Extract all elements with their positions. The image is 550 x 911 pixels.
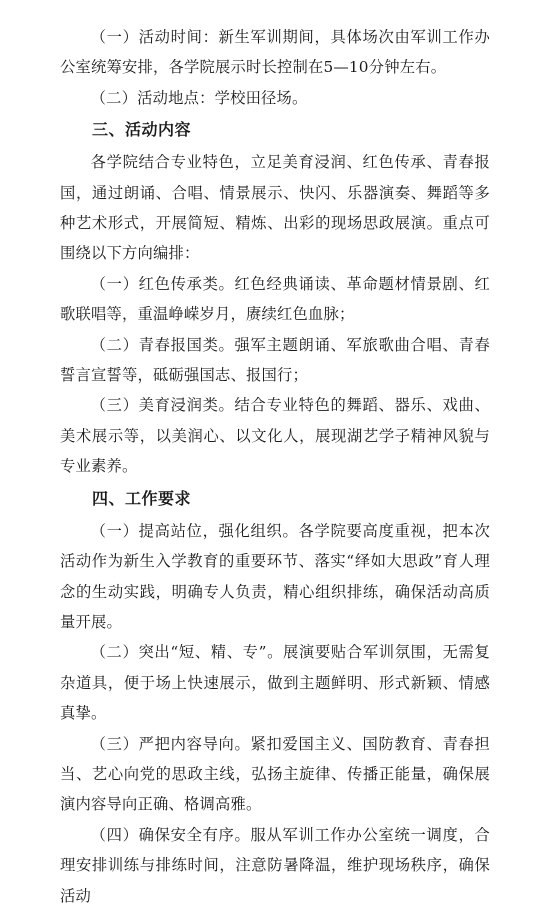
paragraph-red-heritage: （一）红色传承类。红色经典诵读、革命题材情景剧、红歌联唱等，重温峥嵘岁月，赓续红色血脉； xyxy=(60,274,490,324)
paragraph-requirement-short-refined: （二）突出“短、精、专”。展演要贴合军训氛围，无需复杂道具，便于场上快速展示，做到主题鲜明、形式新颖、情感真挚。 xyxy=(60,643,490,723)
section-heading-activity-content: 三、活动内容 xyxy=(92,120,192,140)
paragraph-requirement-content-guidance: （三）严把内容导向。紧扣爱国主义、国防教育、青春担当、艺心向党的思政主线，弘扬主旋律、传播正能量，确保展演内容导向正确、格调高雅。 xyxy=(60,734,490,814)
paragraph-requirement-safety: （四）确保安全有序。服从军训工作办公室统一调度，合理安排训练与排练时间，注意防暑降温，维护现场秩序，确保活动 xyxy=(60,825,490,905)
paragraph-requirement-organization: （一）提高站位，强化组织。各学院要高度重视，把本次活动作为新生入学教育的重要环节、落实“绎如大思政”育人理念的生动实践，明确专人负责，精心组织排练，确保活动高质量开展。 xyxy=(60,521,490,631)
paragraph-activity-location: （二）活动地点：学校田径场。 xyxy=(90,88,308,107)
section-heading-work-requirements: 四、工作要求 xyxy=(92,488,192,508)
paragraph-youth-patriotism: （二）青春报国类。强军主题朗诵、军旅歌曲合唱、青春誓言宣誓等，砥砺强国志、报国行； xyxy=(60,335,490,385)
paragraph-aesthetic-education: （三）美育浸润类。结合专业特色的舞蹈、器乐、戏曲、美术展示等，以美润心、以文化人，展现湖艺学子精神风貌与专业素养。 xyxy=(60,396,490,476)
paragraph-content-intro: 各学院结合专业特色，立足美育浸润、红色传承、青春报国，通过朗诵、合唱、情景展示、快闪、乐器演奏、舞蹈等多种艺术形式，开展简短、精炼、出彩的现场思政展演。重点可围绕以下方向编排： xyxy=(60,153,490,263)
paragraph-activity-time: （一）活动时间：新生军训期间，具体场次由军训工作办公室统筹安排，各学院展示时长控制在5—10分钟左右。 xyxy=(60,28,490,77)
